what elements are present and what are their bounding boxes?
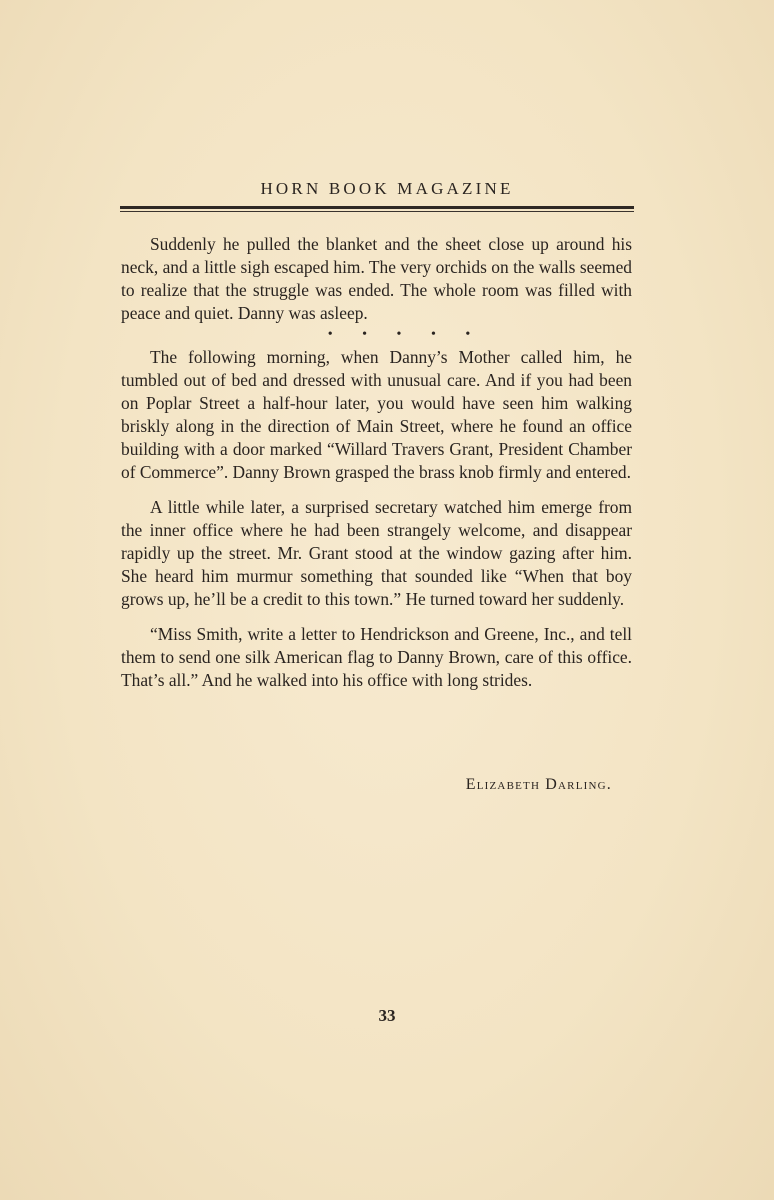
paragraph-1: Suddenly he pulled the blanket and the sheet close up around his neck, and a little sigh escaped him. The very orchids on the walls seemed to realize that the struggle was ended. The whole room was filled with peace and quiet. Danny was asleep. — [121, 234, 632, 323]
page-number: 33 — [378, 1006, 396, 1025]
header-rule-thick — [120, 206, 634, 209]
running-head: HORN BOOK MAGAZINE — [260, 179, 514, 198]
header-rule-thin — [120, 211, 634, 212]
section-break-ornament: • • • • • — [327, 327, 484, 342]
author-signature: Elizabeth Darling. — [465, 776, 612, 793]
body-text — [121, 233, 632, 692]
paragraph-2: The following morning, when Danny’s Mother called him, he tumbled out of bed and dressed with unusual care. And if you had been on Poplar Street a half-hour later, you would have seen him walking briskly along in the direction of Main Street, where he found an office building with a door marked “Willard Travers Grant, President Chamber of Commerce”. Danny Brown grasped the brass knob firmly and entered. — [121, 347, 632, 482]
paragraph-3: A little while later, a surprised secretary watched him emerge from the inner office where he had been strangely welcome, and disappear rapidly up the street. Mr. Grant stood at the window gazing after him. She heard him murmur something that sounded like “When that boy grows up, he’ll be a credit to this town.” He turned toward her suddenly. — [121, 497, 632, 609]
paragraph-4: “Miss Smith, write a letter to Hendrickson and Greene, Inc., and tell them to send one silk American flag to Danny Brown, care of this office. That’s all.” And he walked into his office with long strides. — [121, 624, 632, 690]
